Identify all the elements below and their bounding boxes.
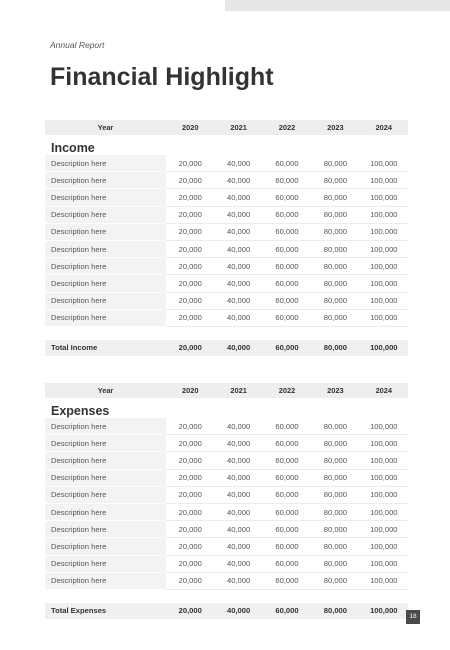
row-value: 20,000 — [166, 521, 214, 538]
year-header-2024: 2024 — [360, 120, 408, 135]
row-value: 100,000 — [360, 435, 408, 452]
total-value: 60,000 — [263, 603, 311, 619]
year-header-2022: 2022 — [263, 120, 311, 135]
row-value: 100,000 — [360, 521, 408, 538]
row-value: 80,000 — [311, 418, 359, 435]
row-description: Description here — [45, 206, 166, 223]
row-value: 60,000 — [263, 155, 311, 172]
row-value: 80,000 — [311, 309, 359, 326]
row-value: 20,000 — [166, 240, 214, 257]
table-row — [45, 538, 408, 555]
row-description: Description here — [45, 155, 166, 172]
row-value: 60,000 — [263, 538, 311, 555]
row-value: 20,000 — [166, 189, 214, 206]
year-header-2024: 2024 — [360, 383, 408, 398]
row-value: 100,000 — [360, 486, 408, 503]
row-value: 20,000 — [166, 172, 214, 189]
row-value: 20,000 — [166, 206, 214, 223]
row-value: 100,000 — [360, 555, 408, 572]
expenses-header-row — [45, 383, 408, 398]
row-value: 40,000 — [214, 469, 262, 486]
table-row — [45, 572, 408, 589]
table-row — [45, 418, 408, 435]
row-value: 60,000 — [263, 555, 311, 572]
row-value: 60,000 — [263, 240, 311, 257]
row-value: 100,000 — [360, 503, 408, 520]
row-value: 60,000 — [263, 189, 311, 206]
row-value: 60,000 — [263, 435, 311, 452]
income-table — [45, 120, 408, 356]
row-description: Description here — [45, 172, 166, 189]
row-value: 40,000 — [214, 572, 262, 589]
row-value: 60,000 — [263, 206, 311, 223]
row-description: Description here — [45, 309, 166, 326]
row-description: Description here — [45, 240, 166, 257]
total-value: 80,000 — [311, 340, 359, 356]
table-row — [45, 521, 408, 538]
row-value: 60,000 — [263, 309, 311, 326]
row-value: 100,000 — [360, 172, 408, 189]
row-value: 20,000 — [166, 503, 214, 520]
year-header-2023: 2023 — [311, 120, 359, 135]
row-value: 60,000 — [263, 292, 311, 309]
row-value: 40,000 — [214, 309, 262, 326]
row-value: 40,000 — [214, 486, 262, 503]
table-row — [45, 275, 408, 292]
table-row — [45, 189, 408, 206]
row-value: 80,000 — [311, 292, 359, 309]
row-value: 80,000 — [311, 223, 359, 240]
row-value: 20,000 — [166, 309, 214, 326]
row-value: 60,000 — [263, 503, 311, 520]
row-value: 40,000 — [214, 503, 262, 520]
row-value: 20,000 — [166, 469, 214, 486]
row-value: 40,000 — [214, 258, 262, 275]
year-header-2023: 2023 — [311, 383, 359, 398]
row-description: Description here — [45, 292, 166, 309]
row-value: 20,000 — [166, 452, 214, 469]
row-description: Description here — [45, 258, 166, 275]
section-title-row — [45, 398, 408, 418]
total-row — [45, 603, 408, 619]
table-row — [45, 469, 408, 486]
income-header-row — [45, 120, 408, 135]
row-value: 60,000 — [263, 486, 311, 503]
row-description: Description here — [45, 275, 166, 292]
row-description: Description here — [45, 435, 166, 452]
row-value: 40,000 — [214, 172, 262, 189]
year-header-2022: 2022 — [263, 383, 311, 398]
table-row — [45, 206, 408, 223]
row-value: 100,000 — [360, 418, 408, 435]
table-row — [45, 258, 408, 275]
table-row — [45, 555, 408, 572]
row-value: 100,000 — [360, 538, 408, 555]
table-row — [45, 452, 408, 469]
table-row — [45, 155, 408, 172]
year-header-2021: 2021 — [214, 383, 262, 398]
row-description: Description here — [45, 418, 166, 435]
row-value: 100,000 — [360, 240, 408, 257]
row-description: Description here — [45, 572, 166, 589]
row-value: 60,000 — [263, 275, 311, 292]
year-column-header: Year — [45, 120, 166, 135]
row-value: 40,000 — [214, 206, 262, 223]
row-value: 100,000 — [360, 309, 408, 326]
spacer-row — [45, 326, 408, 340]
row-value: 20,000 — [166, 572, 214, 589]
row-value: 20,000 — [166, 155, 214, 172]
row-value: 100,000 — [360, 275, 408, 292]
row-value: 100,000 — [360, 258, 408, 275]
table-row — [45, 486, 408, 503]
row-value: 100,000 — [360, 572, 408, 589]
row-value: 40,000 — [214, 452, 262, 469]
total-value: 20,000 — [166, 340, 214, 356]
year-header-2020: 2020 — [166, 120, 214, 135]
row-value: 20,000 — [166, 223, 214, 240]
row-value: 40,000 — [214, 292, 262, 309]
row-value: 60,000 — [263, 223, 311, 240]
total-label: Total Income — [45, 340, 166, 356]
row-value: 80,000 — [311, 189, 359, 206]
year-column-header: Year — [45, 383, 166, 398]
row-value: 20,000 — [166, 418, 214, 435]
row-value: 100,000 — [360, 189, 408, 206]
row-value: 60,000 — [263, 418, 311, 435]
row-value: 80,000 — [311, 503, 359, 520]
expenses-table — [45, 383, 408, 619]
row-value: 100,000 — [360, 206, 408, 223]
row-description: Description here — [45, 452, 166, 469]
row-value: 100,000 — [360, 292, 408, 309]
table-row — [45, 503, 408, 520]
row-value: 80,000 — [311, 240, 359, 257]
section-title-income: Income — [51, 141, 95, 155]
row-description: Description here — [45, 555, 166, 572]
year-header-2021: 2021 — [214, 120, 262, 135]
row-value: 80,000 — [311, 572, 359, 589]
row-description: Description here — [45, 486, 166, 503]
row-value: 40,000 — [214, 521, 262, 538]
row-value: 40,000 — [214, 275, 262, 292]
table-row — [45, 172, 408, 189]
row-value: 20,000 — [166, 292, 214, 309]
row-value: 60,000 — [263, 452, 311, 469]
row-value: 20,000 — [166, 275, 214, 292]
table-row — [45, 223, 408, 240]
row-value: 80,000 — [311, 155, 359, 172]
row-value: 40,000 — [214, 155, 262, 172]
row-value: 40,000 — [214, 223, 262, 240]
row-value: 100,000 — [360, 223, 408, 240]
table-row — [45, 435, 408, 452]
section-title-row — [45, 135, 408, 155]
total-value: 60,000 — [263, 340, 311, 356]
row-value: 80,000 — [311, 486, 359, 503]
row-description: Description here — [45, 538, 166, 555]
row-value: 20,000 — [166, 555, 214, 572]
row-value: 60,000 — [263, 572, 311, 589]
row-value: 60,000 — [263, 469, 311, 486]
total-value: 100,000 — [360, 603, 408, 619]
row-value: 80,000 — [311, 521, 359, 538]
top-decorative-bar — [225, 0, 450, 11]
row-value: 40,000 — [214, 189, 262, 206]
total-row — [45, 340, 408, 356]
total-value: 80,000 — [311, 603, 359, 619]
row-value: 80,000 — [311, 538, 359, 555]
row-value: 100,000 — [360, 469, 408, 486]
table-row — [45, 292, 408, 309]
total-value: 40,000 — [214, 340, 262, 356]
row-description: Description here — [45, 521, 166, 538]
total-label: Total Expenses — [45, 603, 166, 619]
row-description: Description here — [45, 503, 166, 520]
row-value: 40,000 — [214, 240, 262, 257]
row-value: 60,000 — [263, 172, 311, 189]
row-value: 40,000 — [214, 435, 262, 452]
row-value: 20,000 — [166, 258, 214, 275]
row-value: 60,000 — [263, 521, 311, 538]
page-number: 18 — [406, 610, 420, 624]
page-title: Financial Highlight — [50, 63, 274, 91]
row-value: 40,000 — [214, 538, 262, 555]
row-value: 80,000 — [311, 452, 359, 469]
row-value: 80,000 — [311, 172, 359, 189]
row-description: Description here — [45, 189, 166, 206]
row-value: 40,000 — [214, 555, 262, 572]
row-value: 100,000 — [360, 452, 408, 469]
row-value: 80,000 — [311, 435, 359, 452]
row-value: 100,000 — [360, 155, 408, 172]
row-value: 20,000 — [166, 538, 214, 555]
spacer-row — [45, 589, 408, 603]
row-value: 80,000 — [311, 555, 359, 572]
row-value: 80,000 — [311, 469, 359, 486]
total-value: 40,000 — [214, 603, 262, 619]
section-title-expenses: Expenses — [51, 404, 110, 418]
year-header-2020: 2020 — [166, 383, 214, 398]
row-description: Description here — [45, 223, 166, 240]
row-value: 80,000 — [311, 275, 359, 292]
row-value: 80,000 — [311, 258, 359, 275]
report-label: Annual Report — [50, 40, 105, 50]
row-value: 40,000 — [214, 418, 262, 435]
row-value: 60,000 — [263, 258, 311, 275]
row-value: 80,000 — [311, 206, 359, 223]
total-value: 100,000 — [360, 340, 408, 356]
table-row — [45, 240, 408, 257]
row-value: 20,000 — [166, 486, 214, 503]
row-value: 20,000 — [166, 435, 214, 452]
total-value: 20,000 — [166, 603, 214, 619]
row-description: Description here — [45, 469, 166, 486]
table-row — [45, 309, 408, 326]
